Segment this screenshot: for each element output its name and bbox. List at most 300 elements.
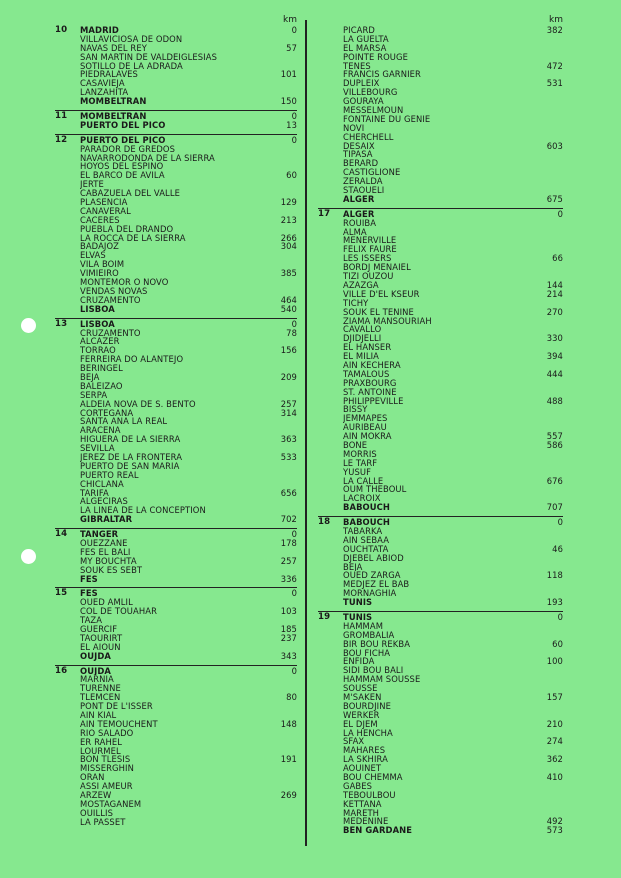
distance-km [533,459,563,468]
place-name: PICARD [343,26,375,35]
section-number [55,329,80,338]
place-name: YUSUF [343,467,372,477]
place-name: MORRIS [343,449,377,459]
section-number [318,580,343,589]
place-name: LA GUELTA [343,34,389,44]
place-name: LE TARF [343,458,378,468]
route-row [55,409,297,418]
route-row [318,782,563,791]
distance-km [533,791,563,800]
place-name: FERREIRA DO ALANTEJO [80,355,184,365]
section-number [55,35,80,44]
distance-km: 78 [286,327,297,338]
route-row [318,702,563,711]
place-name: TICHY [343,298,369,308]
route-row [55,652,297,661]
distance-km: 540 [280,303,297,314]
distance-km: 0 [291,134,297,145]
distance-km [533,124,563,133]
route-row [55,755,297,764]
route-row [318,62,563,71]
place-name: MARETH [343,808,380,818]
place-name: SERPA [80,390,108,400]
distance-km: 0 [291,588,297,599]
route-row [55,625,297,634]
route-row [55,234,297,243]
section-number [318,563,343,572]
route-section [55,587,297,660]
place-name: TENES [343,61,371,71]
route-row [55,136,297,145]
route-section [318,611,563,835]
place-name: LES ISSERS [343,254,392,264]
route-row [55,782,297,791]
route-row [318,177,563,186]
route-row [55,598,297,607]
section-number [55,145,80,154]
place-name: GUERCIF [80,625,118,634]
distance-km: 586 [546,439,563,450]
section-number [318,334,343,343]
route-row [55,373,297,382]
place-name: AIN MOKRA [343,432,392,441]
route-section [55,26,297,106]
right-sections [318,26,563,835]
section-number [318,325,343,334]
route-row [318,142,563,151]
place-name: MY BOUCHTA [80,556,137,566]
route-row [318,746,563,755]
place-name: ST. ANTOINE [343,387,397,397]
section-number [55,809,80,818]
route-row [318,800,563,809]
place-name: BIR BOU REKBA [343,639,411,649]
route-row [318,254,563,263]
place-name: ORAN [80,773,105,783]
route-row [318,468,563,477]
place-name: CABAZUELA DEL VALLE [80,189,180,199]
section-number [318,432,343,441]
distance-km [533,580,563,589]
distance-km: 410 [546,772,563,783]
place-name: DJIDJELLI [343,334,382,344]
section-number [318,554,343,563]
route-row [318,657,563,666]
section-number [318,702,343,711]
distance-km: 209 [280,371,297,382]
section-number [318,317,343,326]
distance-km: 0 [291,665,297,676]
place-name: SIDI BOU BALI [343,666,404,676]
distance-km [533,622,563,631]
distance-km [533,97,563,106]
route-row [55,278,297,287]
distance-km [267,818,297,827]
section-number [318,299,343,308]
section-number [55,684,80,693]
place-name: TIZI OUZOU [343,272,394,281]
section-number [55,79,80,88]
distance-km [533,106,563,115]
route-row [318,494,563,503]
distance-km: 193 [546,597,563,608]
place-name: TUNIS [343,613,373,622]
place-name: BEN GARDANE [343,826,413,836]
section-number [55,643,80,652]
place-name: SANTA ANA LA REAL [80,417,168,427]
place-name: MENERVILLE [343,236,397,246]
place-name: JEMMAPES [343,414,388,424]
route-row [55,530,297,539]
section-number [318,290,343,299]
route-row [318,527,563,536]
place-name: AOUINET [343,764,382,774]
route-row [55,346,297,355]
section-number: 15 [55,588,68,599]
section-number [318,666,343,675]
place-name: TANGER [80,530,119,539]
distance-km [533,554,563,563]
route-row [318,613,563,622]
section-number [55,462,80,471]
route-row [318,826,563,835]
distance-km [267,251,297,260]
section-number [318,720,343,729]
distance-km: 257 [280,398,297,409]
place-name: PUEBLA DEL DRANDO [80,224,174,234]
section-number [318,88,343,97]
distance-km [533,263,563,272]
section-number [55,426,80,435]
section-number [318,782,343,791]
route-row [55,711,297,720]
route-row [55,382,297,391]
section-number [318,536,343,545]
place-name: LOURMEL [80,746,121,756]
section-number [318,397,343,406]
route-row [318,631,563,640]
distance-km [533,35,563,44]
place-name: CACERES [80,215,120,225]
place-name: ZIAMA MANSOURIAH [343,316,432,326]
route-row [318,35,563,44]
route-row [318,53,563,62]
route-row [318,675,563,684]
place-name: SOUSSE [343,684,378,694]
route-row [318,441,563,450]
distance-km [267,497,297,506]
distance-km: 144 [546,279,563,290]
section-number [318,44,343,53]
section-number [318,388,343,397]
section-number [55,373,80,382]
route-row [55,305,297,314]
place-name: GROMBALIA [343,630,395,640]
distance-km: 0 [557,208,563,219]
place-name: JERTE [80,180,104,190]
place-name: DUPLEIX [343,79,380,89]
distance-km: 702 [280,514,297,525]
section-number [318,800,343,809]
section-number [55,791,80,800]
section-number [318,343,343,352]
route-row [55,548,297,557]
place-name: NAVAS DEL REY [80,43,147,53]
route-row [55,112,297,121]
route-row [55,216,297,225]
distance-km: 191 [280,754,297,765]
route-row [318,263,563,272]
place-name: MONTEMOR O NOVO [80,278,169,287]
section-number [55,607,80,616]
section-number [55,497,80,506]
route-row [318,755,563,764]
place-name: ER RAHEL [80,737,123,747]
route-row [55,720,297,729]
route-row [318,571,563,580]
section-number: 18 [318,517,331,528]
section-number: 17 [318,208,331,219]
route-row [318,817,563,826]
section-number [318,746,343,755]
section-number [55,382,80,391]
section-number [318,571,343,580]
route-row [318,88,563,97]
route-row [318,485,563,494]
route-row [318,361,563,370]
distance-km [533,44,563,53]
section-number [55,260,80,269]
distance-km [267,154,297,163]
section-number [55,675,80,684]
section-number [318,352,343,361]
route-row [318,432,563,441]
distance-km: 266 [280,232,297,243]
place-name: ARACENA [80,426,121,436]
route-row [55,462,297,471]
section-number [318,26,343,35]
section-number [318,441,343,450]
section-number [318,219,343,228]
route-row [318,459,563,468]
distance-km: 656 [280,487,297,498]
left-sections [55,26,297,827]
distance-km [533,115,563,124]
distance-km: 488 [546,395,563,406]
section-number [55,154,80,163]
place-name: LISBOA [80,304,115,314]
distance-km [267,702,297,711]
route-section [318,26,563,204]
section-number [318,62,343,71]
route-row [318,370,563,379]
distance-km: 314 [280,407,297,418]
section-number [55,364,80,373]
distance-km [267,382,297,391]
distance-km [267,800,297,809]
route-row [318,124,563,133]
km-header: km [549,15,563,25]
route-row [318,729,563,738]
route-row [55,88,297,97]
distance-km: 274 [546,736,563,747]
section-number [318,817,343,826]
place-name: ENFIDA [343,657,375,667]
distance-km: 603 [546,140,563,151]
section-number [318,598,343,607]
section-number [55,652,80,661]
distance-km: 237 [280,632,297,643]
route-row [55,684,297,693]
route-row [55,515,297,524]
place-name: EL DJEM [343,719,378,729]
place-name: NAVARRODONDA DE LA SIERRA [80,153,215,163]
section-number [55,435,80,444]
route-row [318,186,563,195]
distance-km [533,228,563,237]
section-number [55,346,80,355]
place-name: SFAX [343,737,365,747]
place-name: CHERCHELL [343,132,394,142]
distance-km: 157 [546,692,563,703]
route-row [318,210,563,219]
place-name: FES [80,589,98,599]
route-row [55,693,297,702]
section-number [55,539,80,548]
section-number [318,450,343,459]
place-name: AIN KIAL [80,711,117,720]
distance-km: 118 [546,570,563,581]
route-row [318,589,563,598]
section-number [318,245,343,254]
place-name: BOU CHEMMA [343,773,403,782]
place-name: BALEIZAO [80,381,123,391]
route-row [55,154,297,163]
route-row [318,554,563,563]
section-number [55,598,80,607]
place-name: BOURDJINE [343,701,391,711]
place-name: CANAVERAL [80,206,131,216]
route-row [55,426,297,435]
distance-km: 46 [552,543,563,554]
place-name: OUED ZARGA [343,571,401,581]
section-number [55,417,80,426]
section-number [55,444,80,453]
section-number [318,485,343,494]
section-number [55,278,80,287]
place-name: ALGECIRAS [80,497,128,507]
distance-km [267,471,297,480]
place-name: TAZA [80,616,103,625]
route-section [318,516,563,607]
route-row [318,414,563,423]
place-name: ALGER [343,209,375,219]
section-number [318,254,343,263]
section-number [55,162,80,171]
section-number [318,159,343,168]
section-number [318,70,343,79]
route-row [55,225,297,234]
route-row [318,536,563,545]
route-row [55,355,297,364]
section-number [318,168,343,177]
place-name: MOSTAGANEM [80,799,142,809]
place-name: LA ROCCA DE LA SIERRA [80,233,186,243]
distance-km: 100 [546,656,563,667]
place-name: ELVAS [80,251,106,261]
distance-km: 444 [546,368,563,379]
distance-km [533,485,563,494]
place-name: ASSI AMEUR [80,782,133,792]
place-name: FELIX FAURE [343,245,397,255]
distance-km: 214 [546,288,563,299]
route-row [55,702,297,711]
place-name: VILLAVICIOSA DE ODON [80,34,183,44]
route-row [318,106,563,115]
section-number [318,657,343,666]
route-row [318,809,563,818]
route-section [55,134,297,314]
route-row [55,634,297,643]
section-number [55,747,80,756]
section-number: 11 [55,111,68,122]
section-number: 10 [55,25,68,35]
route-row [318,477,563,486]
section-number [55,251,80,260]
distance-km [267,729,297,738]
km-header: km [283,15,297,25]
route-row [318,159,563,168]
place-name: PIEDRALAVES [80,70,138,80]
route-row [318,791,563,800]
route-row [55,44,297,53]
place-name: MARNIA [80,675,114,685]
binder-hole-bottom [21,549,36,564]
route-row [318,317,563,326]
distance-km: 382 [546,25,563,35]
place-name: BABOUCH [343,518,391,527]
place-name: SOTILLO DE LA ADRADA [80,61,183,71]
distance-km: 0 [291,25,297,35]
distance-km: 103 [280,606,297,617]
distance-km [533,150,563,159]
section-number [318,228,343,237]
distance-km: 148 [280,718,297,729]
section-number [318,379,343,388]
route-row [55,453,297,462]
place-name: ALCAZER [80,337,120,347]
route-row [318,580,563,589]
route-row [55,207,297,216]
route-row [318,325,563,334]
place-name: KETTANA [343,799,382,809]
section-number [55,305,80,314]
section-number [55,453,80,462]
section-number [318,622,343,631]
place-name: MOMBELTRAN [80,97,147,107]
distance-km [267,417,297,426]
route-row [55,818,297,827]
left-column [55,14,297,831]
route-row [55,444,297,453]
place-name: PUERTO DEL PICO [80,135,166,145]
place-name: VENDAS NOVAS [80,286,148,296]
section-number: 13 [55,318,68,329]
place-name: LA HENCHA [343,728,393,738]
place-name: LA CALLE [343,476,384,486]
section-number [55,566,80,575]
distance-km: 492 [546,816,563,827]
